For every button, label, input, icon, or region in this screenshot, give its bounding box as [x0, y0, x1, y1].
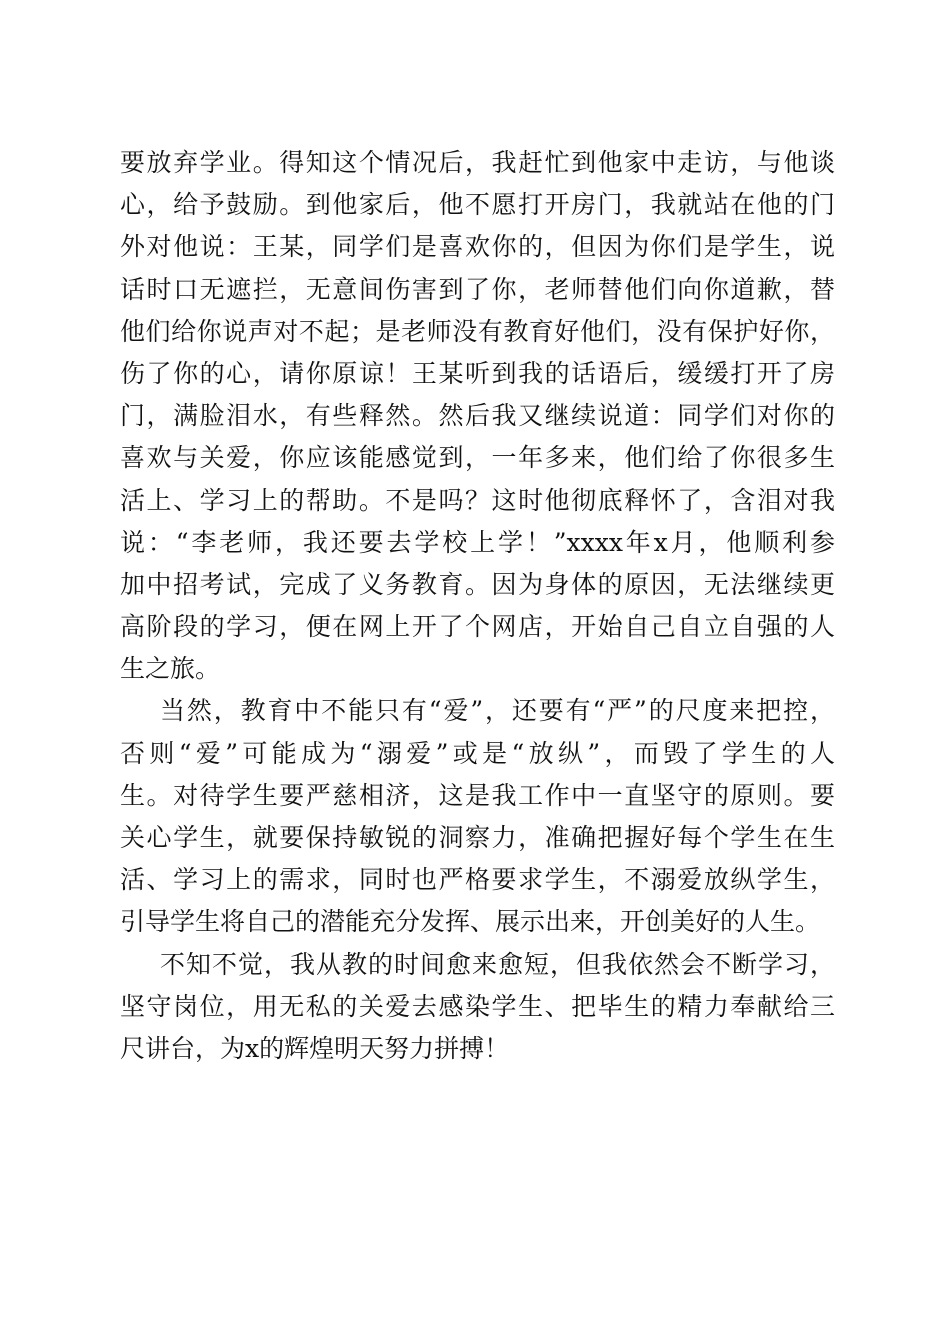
paragraph-3-line: 尺讲台，为x的辉煌明天努力拼搏！ — [120, 1033, 510, 1063]
paragraph-1-line: 外对他说：王某，同学们是喜欢你的，但因为你们是学生，说 — [120, 232, 835, 262]
paragraph-1-line: 说：“李老师，我还要去学校上学！”xxxx年x月，他顺利参 — [120, 527, 835, 557]
paragraph-2-line: 否则“爱”可能成为“溺爱”或是“放纵”，而毁了学生的人 — [120, 738, 835, 768]
paragraph-1-line: 心，给予鼓励。到他家后，他不愿打开房门，我就站在他的门 — [120, 190, 835, 220]
paragraph-1-line: 门，满脸泪水，有些释然。然后我又继续说道：同学们对你的 — [120, 401, 835, 431]
paragraph-2-line: 当然，教育中不能只有“爱”，还要有“严”的尺度来把控， — [160, 696, 835, 726]
paragraph-2-line: 关心学生，就要保持敏锐的洞察力，准确把握好每个学生在生 — [120, 823, 835, 852]
paragraph-1-line: 加中招考试，完成了义务教育。因为身体的原因，无法继续更 — [120, 569, 835, 599]
document-body — [120, 142, 835, 1070]
paragraph-1-line: 伤了你的心，请你原谅！王某听到我的话语后，缓缓打开了房 — [120, 358, 835, 388]
paragraph-1-line: 活上、学习上的帮助。不是吗？这时他彻底释怀了，含泪对我 — [120, 485, 835, 515]
paragraph-1-line: 要放弃学业。得知这个情况后，我赶忙到他家中走访，与他谈 — [120, 148, 835, 177]
paragraph-3-line: 坚守岗位，用无私的关爱去感染学生、把毕生的精力奉献给三 — [120, 991, 835, 1021]
paragraph-3-line: 不知不觉，我从教的时间愈来愈短，但我依然会不断学习， — [160, 949, 835, 979]
paragraph-2-line: 生。对待学生要严慈相济，这是我工作中一直坚守的原则。要 — [120, 780, 835, 810]
paragraph-2-line: 引导学生将自己的潜能充分发挥、展示出来，开创美好的人生。 — [120, 907, 821, 937]
paragraph-1-line: 高阶段的学习，便在网上开了个网店，开始自己自立自强的人 — [120, 612, 835, 642]
paragraph-1-line: 他们给你说声对不起；是老师没有教育好他们，没有保护好你， — [120, 316, 835, 346]
paragraph-2-line: 活、学习上的需求，同时也严格要求学生，不溺爱放纵学生， — [120, 865, 835, 895]
paragraph-1-line: 生之旅。 — [120, 654, 221, 684]
paragraph-1-line: 喜欢与关爱，你应该能感觉到，一年多来，他们给了你很多生 — [120, 443, 835, 473]
paragraph-1-line: 话时口无遮拦，无意间伤害到了你，老师替他们向你道歉，替 — [120, 274, 835, 304]
